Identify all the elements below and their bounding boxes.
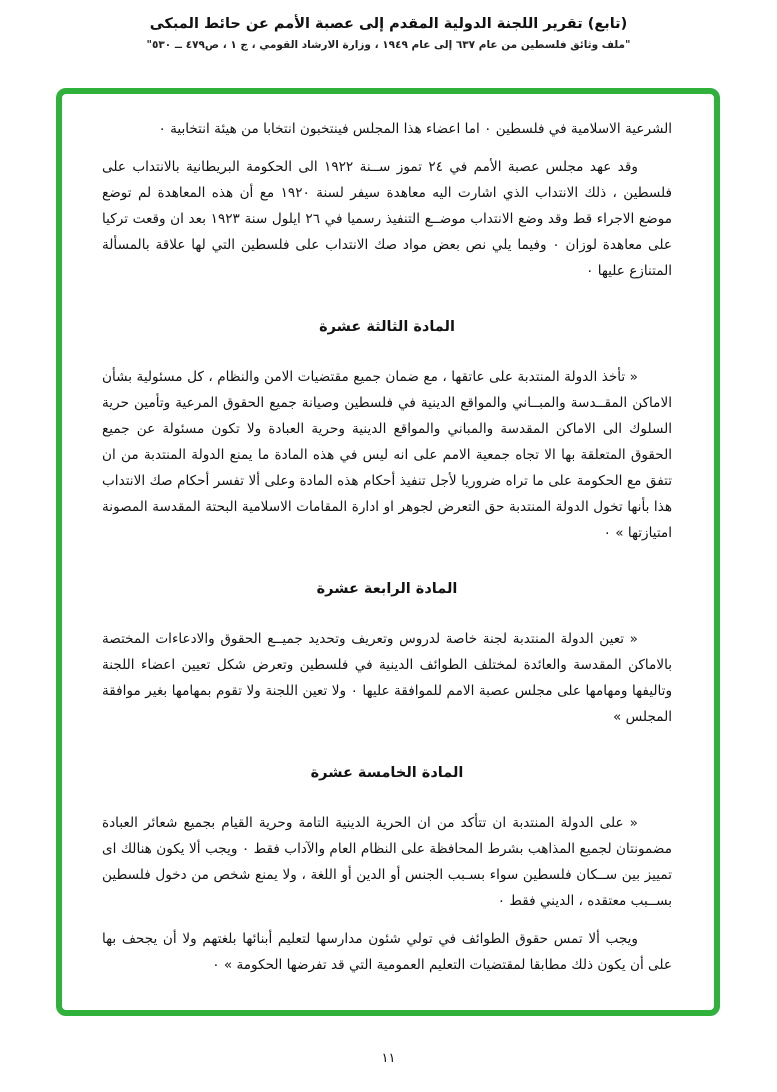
paragraph-continuation: الشرعية الاسلامية في فلسطين ٠ اما اعضاء هذا المجلس فينتخبون انتخابا من هيئة انتخابية ٠ [158,121,672,137]
page-header [0,0,777,51]
article-15-heading: المادة الخامسة عشرة [310,765,464,781]
article-15-paragraph-1: « على الدولة المنتدبة ان تتأكد من ان الحرية الدينية التامة وحرية القيام بجميع شعائر العبادة مضمونتان لجميع المذاهب بشرط المحافظة على النظام العام والآداب فقط ٠ ويجب ألا يكون هنالك اى تمييز بين ســكان فلسطين سواء بسـبب الجنس أو الدين أو اللغة ، ولا يمنع شخص من دخول فلسطين بســبب معتقده ، الديني فقط ٠ [102,815,672,909]
article-14-text: « تعين الدولة المنتدبة لجنة خاصة لدروس وتعريف وتحديد جميــع الحقوق والادعاءات المختصة بالاماكن المقدسة والعائدة لمختلف الطوائف الدينية في فلسطين وتعرض شكل تعيين اعضاء اللجنة وتاليفها ومهامها على مجلس عصبة الامم للموافقة عليها ٠ ولا تعين اللجنة ولا تقوم بمهامها بغير موافقة المجلس » [102,631,673,725]
document-body [62,94,714,978]
article-14-heading: المادة الرابعة عشرة [316,581,458,597]
article-13-text: « تأخذ الدولة المنتدبة على عاتقها ، مع ضمان جميع مقتضيات الامن والنظام ، كل مسئولية بشأن الاماكن المقــدسة والمبــاني والمواقع الدينية في فلسطين وصيانة جميع الحقوق المرعية وتأمين حرية السلوك الى الاماكن المقدسة والمباني والمواقع الدينية وحرية العبادة ولا تكون مسئولة عن جميع الحقوق المتعلقة بها الا تجاه جمعية الامم على انه ليس في هذه المادة ما يمنع الدولة المنتدبة من ان تتفق مع الحكومة على ما تراه ضروريا لأجل تنفيذ أحكام هذه المادة وعلى ألا تفسر أحكام صك الانتداب هذا بأنها تخول الدولة المنتدبة حق التعرض لجوهر او ادارة المقامات الاسلامية البحتة المقدسة المصونة امتيازتها » ٠ [102,369,672,541]
paragraph-mandate-history: وقد عهد مجلس عصبة الأمم في ٢٤ تموز ســنة ١٩٢٢ الى الحكومة البريطانية بالانتداب على فلسطين ، ذلك الانتداب الذي اشارت اليه معاهدة سيفر لسنة ١٩٢٠ مع أن هذه المعاهدة لم توضع موضع الاجراء قط وقد وضع الانتداب موضــع التنفيذ رسميا في ٢٦ ايلول سنة ١٩٢٣ بعد ان وقعت تركيا على معاهدة لوزان ٠ وفيما يلي نص بعض مواد صك الانتداب على فلسطين التي لها علاقة بالمسألة المتنازع عليها ٠ [102,159,673,279]
article-15-paragraph-2: ويجب ألا تمس حقوق الطوائف في تولي شئون مدارسها لتعليم أبنائها بلغتهم ولا أن يجحف بها على أن يكون ذلك مطابقا لمقتضيات التعليم العمومية التي قد تفرضها الحكومة » ٠ [102,931,672,973]
document-title: (تابع) تقرير اللجنة الدولية المقدم إلى عصبة الأمم عن حائط المبكى [149,16,628,32]
article-13-heading: المادة الثالثة عشرة [319,319,455,335]
green-frame [56,88,720,1016]
document-source-citation: "ملف وثائق فلسطين من عام ٦٣٧ إلى عام ١٩٤٩ ، وزارة الارشاد القومي ، ج ١ ، ص٤٧٩ ــ ٥٣٠" [146,39,631,51]
page-number: ١١ [381,1051,396,1066]
